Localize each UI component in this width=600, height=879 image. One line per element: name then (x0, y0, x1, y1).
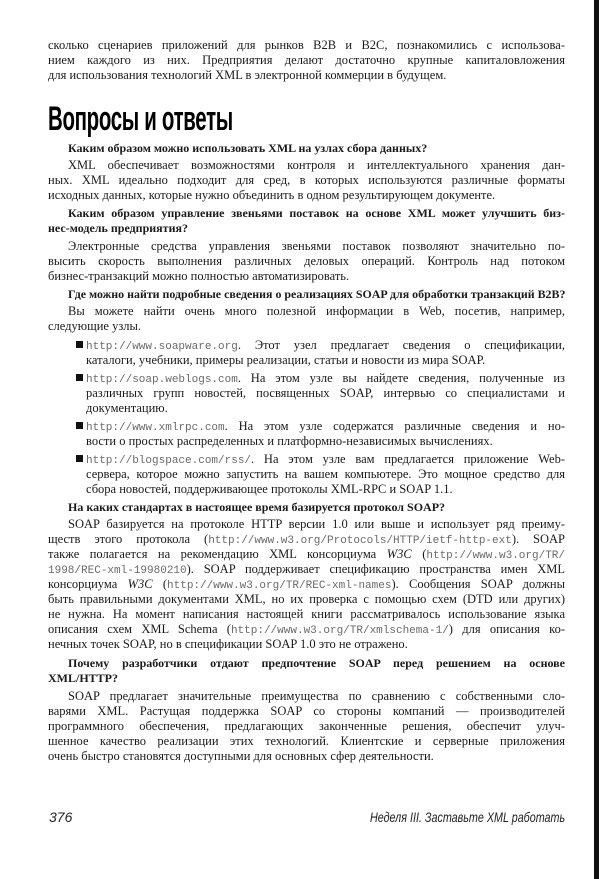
text-run: . Этот узел предлагает сведения о спецификации, (237, 338, 565, 352)
text-line (68, 205, 565, 221)
text-line (48, 591, 565, 607)
text-run: быть правильными документами XML, но их проверка с помощью схем (DTD или других) (48, 592, 565, 606)
text-run: SOAP базируется на протоколе HTTP версии 1.0 или выше и использует ряд преиму- (68, 517, 565, 531)
text-run: ). SOAP (511, 532, 566, 546)
text-run: сбора новостей, поддерживающее протоколы XML-RPC и SOAP 1.1. (86, 482, 453, 496)
text-line (48, 561, 565, 577)
text-line (86, 385, 565, 401)
text-line (48, 52, 565, 68)
text-line (48, 318, 565, 334)
text-run: ). SOAP поддерживает спецификацию пространства имен XML (186, 562, 565, 576)
text-line (48, 253, 565, 269)
text-line (48, 268, 565, 284)
text-run: нечных точек SOAP, но в спецификации SOAP 1.0 это не отражено. (48, 637, 408, 651)
scan-edge (594, 0, 599, 879)
text-line (86, 352, 565, 368)
text-line (48, 606, 565, 622)
text-line (48, 172, 565, 188)
text-line (68, 499, 565, 515)
text-run: Каким образом управление звеньями поставок на основе XML может улучшить биз- (68, 206, 565, 220)
text-line (48, 576, 565, 592)
text-run: нием каждого из них. Предприятия делают достаточно крупные капиталовложения (48, 53, 565, 67)
bullet-square-icon (76, 455, 83, 462)
text-line (48, 546, 565, 562)
text-line (86, 337, 565, 353)
text-line (86, 481, 565, 497)
text-run: различных групп новостей, посвященных SOAP, интервью со специалистами и (86, 386, 565, 400)
text-run: описания схем XML Schema ( (48, 622, 231, 636)
text-run: . На этом узле вам предлагается приложение Web- (251, 452, 565, 466)
page-number: 376 (49, 809, 73, 825)
text-line (48, 748, 565, 764)
text-run: исходных данных, которые нужно объединить в одном результирующем документе. (48, 188, 496, 202)
text-run: программного обеспечения, предлагающих законченные решения, обеспечит улуч- (48, 719, 565, 733)
text-run: не нужна. На момент написания настоящей книги рассматривалось использование языка (48, 607, 565, 621)
text-run: бизнес-транзакций можно полностью автоматизировать. (48, 269, 350, 283)
url-text: http://www.w3.org/TR/xmlschema-1/ (230, 625, 449, 637)
text-run: документацию. (86, 401, 168, 415)
text-line (86, 418, 565, 434)
text-run: консорциума (48, 577, 128, 591)
text-line (86, 400, 565, 416)
running-title: Неделя III. Заставьте XML работать (370, 809, 566, 825)
bullet-square-icon (76, 341, 83, 348)
text-run: каталоги, учебники, примеры реализации, статьи и новости из мира SOAP. (86, 353, 486, 367)
text-line (68, 238, 565, 254)
bullet-square-icon (76, 374, 83, 381)
text-run: сколько сценариев приложений для рынков B2B и B2C, познакомились с использова- (48, 38, 565, 52)
text-run: ществ этого протокола ( (48, 532, 209, 546)
text-run: . На этом узле вы найдете сведения, полученные из (237, 371, 565, 385)
text-line (68, 688, 565, 704)
text-line (68, 286, 565, 302)
text-line (86, 466, 565, 482)
text-line (48, 621, 565, 637)
text-run: . На этом узле содержатся различные сведения и но- (224, 419, 565, 433)
text-run: ) для описания ко- (448, 622, 565, 636)
text-line (68, 655, 565, 671)
text-line (48, 718, 565, 734)
url-text: http://www.w3.org/TR/ (426, 550, 565, 562)
url-text: http://blogspace.com/rss/ (86, 455, 252, 467)
text-line (86, 433, 565, 449)
text-line (48, 733, 565, 749)
url-text: http://www.soapware.org (86, 341, 238, 353)
text-run: Каким образом можно использовать XML на узлах сбора данных? (68, 141, 428, 155)
text-line (86, 451, 565, 467)
text-line (86, 370, 565, 386)
text-run: ). Сообщения SOAP должны (391, 577, 565, 591)
text-run: также полагается на рекомендацию XML консорциума (48, 547, 387, 561)
text-line (68, 157, 565, 173)
text-run: высить скорость выполнения различных деловых операций. Контроль над потоком (48, 254, 565, 268)
text-run: ( (152, 577, 168, 591)
text-line (48, 220, 565, 236)
text-run: Вы можете найти очень много полезной информации в Web, посетив, например, (68, 304, 565, 318)
text-run: Электронные средства управления звеньями поставок позволяют значительно по- (68, 239, 565, 253)
url-text: 1998/REC-xml-19980210 (48, 565, 187, 577)
text-run: следующие узлы. (48, 319, 142, 333)
text-run: На каких стандартах в настоящее время базируется протокол SOAP? (68, 500, 446, 514)
text-run: для использования технологий XML в электронной коммерции в будущем. (48, 68, 447, 82)
text-line (48, 67, 565, 83)
text-line (68, 303, 565, 319)
text-run: сервера, которое можно запустить на вашем компьютере. Это мощное средство для (86, 467, 565, 481)
text-run: нес-модель предприятия? (48, 221, 188, 235)
url-text: http://www.w3.org/Protocols/HTTP/ietf-http-ext (208, 535, 512, 547)
text-line (68, 140, 565, 156)
text-line (48, 636, 565, 652)
text-run: вости о простых распределенных и платформно-независимых вычислениях. (86, 434, 493, 448)
text-line (68, 516, 565, 532)
text-run: Где можно найти подробные сведения о реализациях SOAP для обработки транзакций B2B? (68, 287, 566, 301)
text-run: Почему разработчики отдают предпочтение SOAP перед решением на основе (68, 656, 565, 670)
italic-text: W3C (386, 547, 412, 561)
section-heading: Вопросы и ответы (48, 100, 233, 138)
text-run: ных. XML идеально подходит для сред, в которых используются различные форматы (48, 173, 565, 187)
text-line (48, 37, 565, 53)
text-line (48, 670, 565, 686)
text-run: XML/HTTP? (48, 671, 119, 685)
text-run: XML обеспечивает возможностями контроля и интеллектуального хранения дан- (68, 158, 565, 172)
text-run: очень быстро становятся доступными для основных сфер деятельности. (48, 749, 434, 763)
text-run: ( (411, 547, 427, 561)
url-text: http://www.w3.org/TR/REC-xml-names (167, 580, 392, 592)
url-text: http://www.xmlrpc.com (86, 422, 225, 434)
text-run: варями XML. Растущая поддержка SOAP со стороны компаний — производителей (48, 704, 565, 718)
text-line (48, 703, 565, 719)
italic-text: W3C (127, 577, 153, 591)
url-text: http://soap.weblogs.com (86, 374, 238, 386)
bullet-square-icon (76, 422, 83, 429)
text-run: шенное качество реализации этих технологий. Клиентские и серверные приложения (48, 734, 565, 748)
text-line (48, 531, 565, 547)
text-run: SOAP предлагает значительные преимущества по сравнению с собственными сло- (68, 689, 565, 703)
text-line (48, 187, 565, 203)
